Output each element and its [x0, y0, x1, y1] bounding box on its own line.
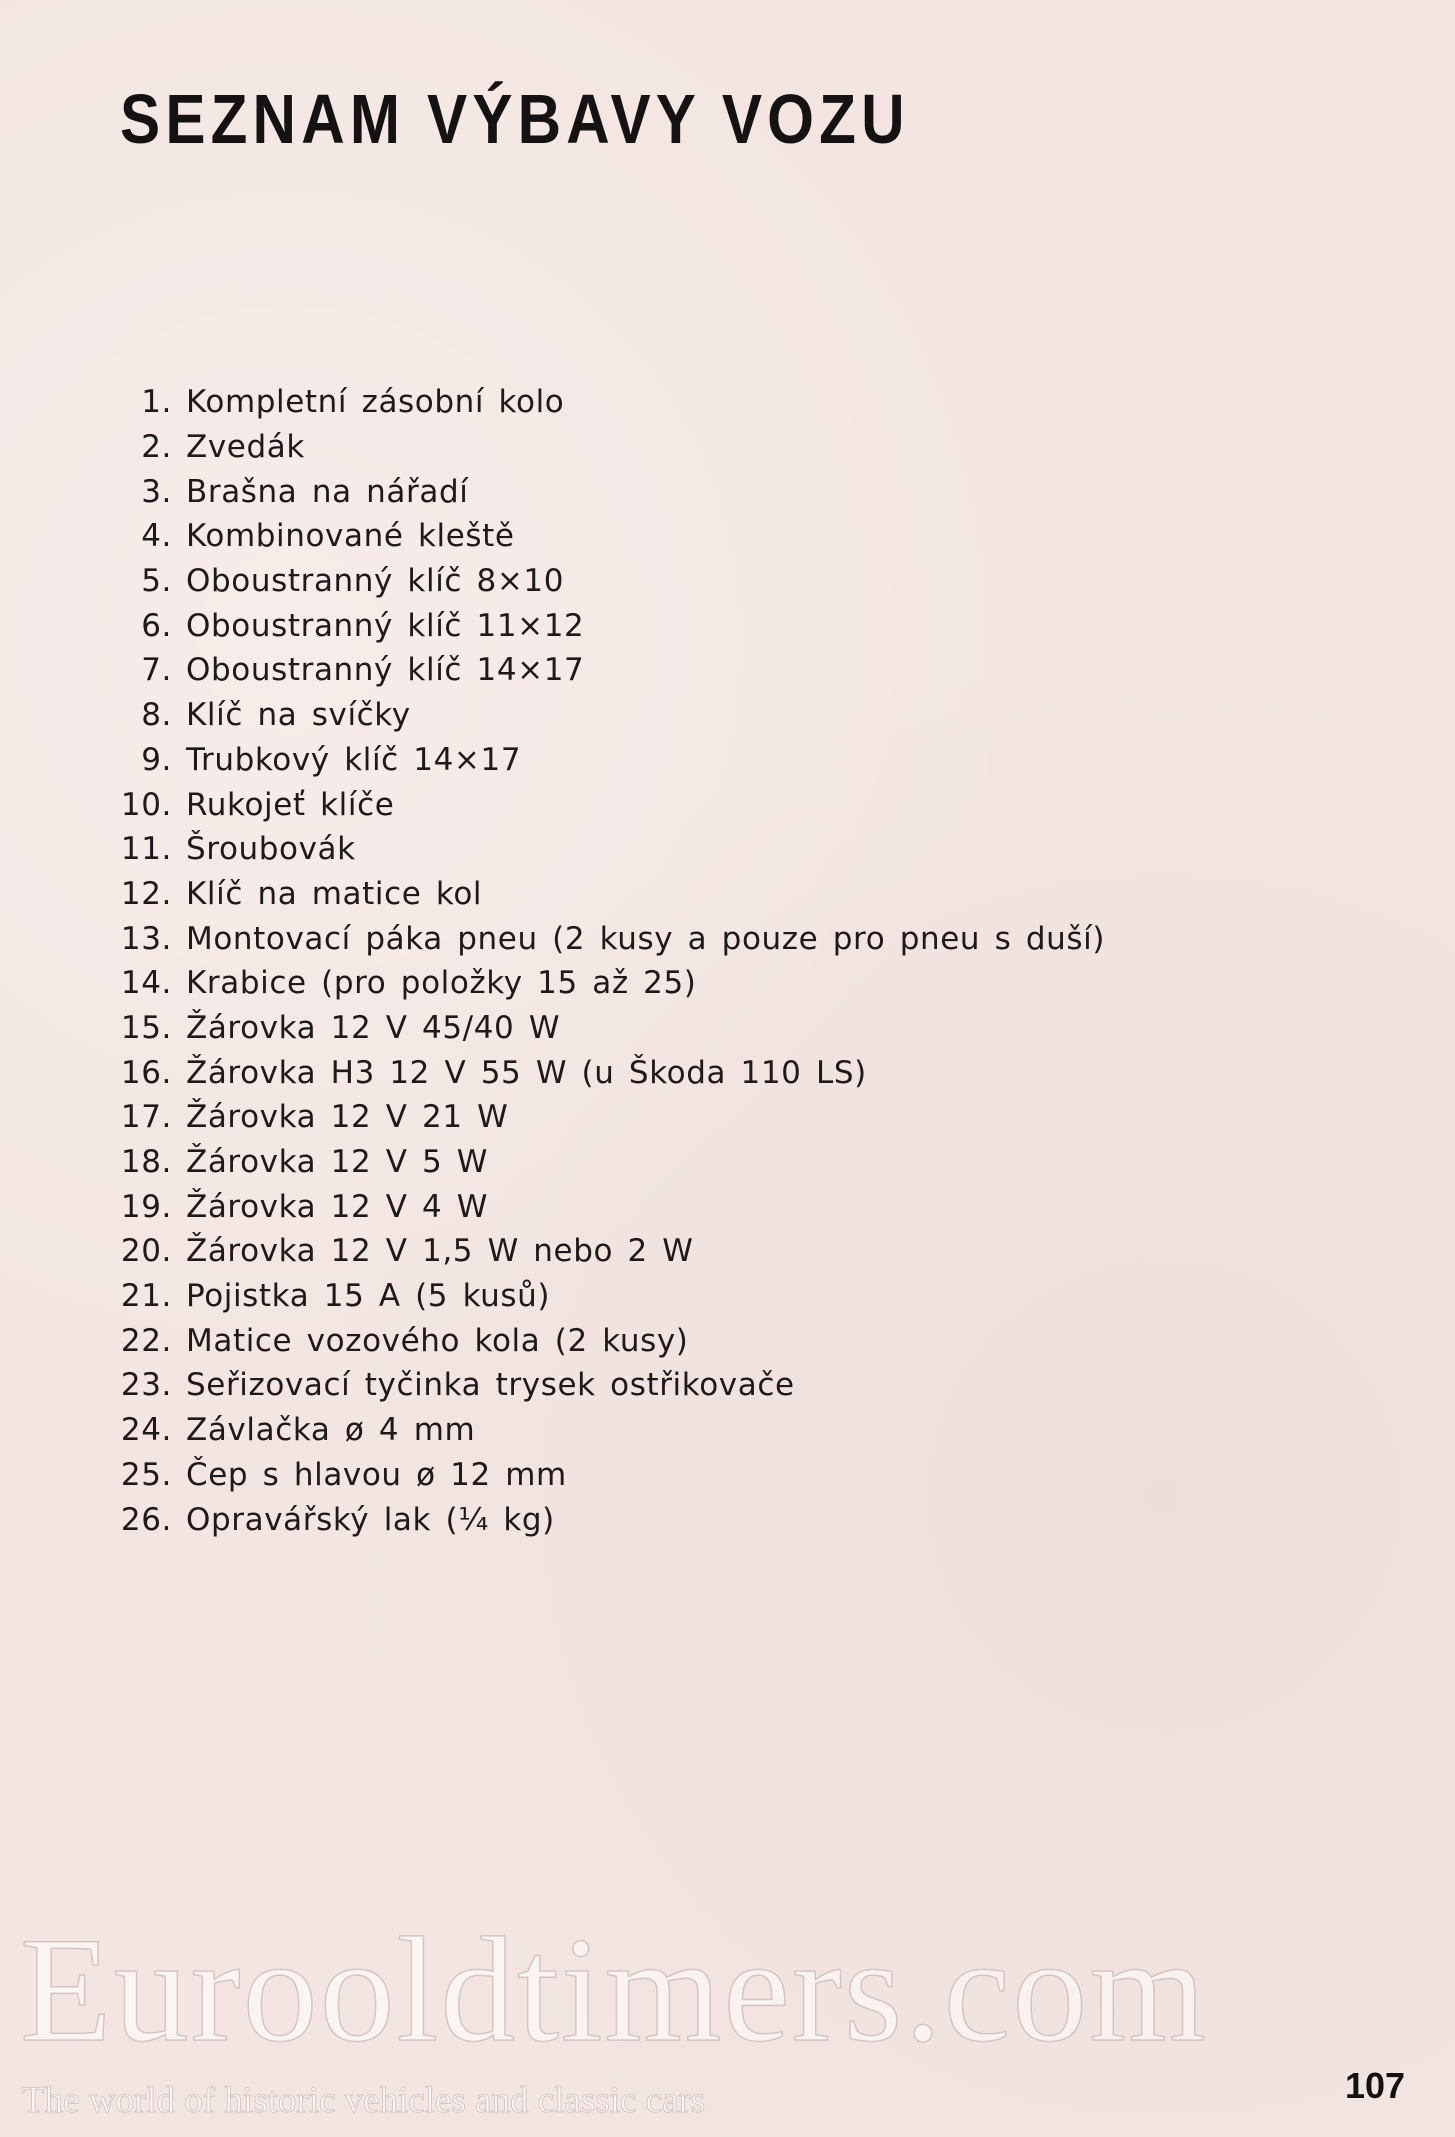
item-text: Čep s hlavou ø 12 mm [186, 1456, 567, 1493]
item-text: Oboustranný klíč 14×17 [186, 652, 585, 689]
item-text: Kombinované kleště [186, 518, 515, 555]
item-number: 1. [141, 384, 172, 421]
list-item [108, 425, 1105, 470]
item-text: Opravářský lak (¼ kg) [186, 1501, 555, 1538]
item-number: 19. [120, 1188, 172, 1225]
item-text: Žárovka 12 V 1,5 W nebo 2 W [186, 1233, 694, 1270]
list-item [108, 961, 1105, 1006]
item-text: Žárovka H3 12 V 55 W (u Škoda 110 LS) [186, 1054, 867, 1091]
item-number: 22. [120, 1322, 172, 1359]
equipment-list [108, 380, 1105, 1542]
list-item [108, 916, 1105, 961]
item-text: Zvedák [186, 429, 305, 466]
item-number: 25. [120, 1456, 172, 1493]
watermark-tagline: The world of historic vehicles and classic cars [22, 2080, 706, 2121]
list-item [108, 693, 1105, 738]
list-item [108, 1095, 1105, 1140]
item-text: Žárovka 12 V 5 W [186, 1144, 489, 1181]
list-item [108, 1363, 1105, 1408]
item-number: 16. [120, 1054, 172, 1091]
item-number: 26. [120, 1501, 172, 1538]
item-text: Krabice (pro položky 15 až 25) [186, 965, 697, 1002]
list-item [108, 514, 1105, 559]
item-number: 20. [120, 1233, 172, 1270]
item-number: 11. [120, 831, 172, 868]
page-title: SEZNAM VÝBAVY VOZU [120, 80, 910, 158]
item-text: Oboustranný klíč 11×12 [186, 607, 585, 644]
list-item [108, 603, 1105, 648]
item-text: Trubkový klíč 14×17 [186, 741, 522, 778]
list-item [108, 1497, 1105, 1542]
item-text: Šroubovák [186, 831, 356, 868]
item-number: 23. [120, 1367, 172, 1404]
item-text: Oboustranný klíč 8×10 [186, 563, 565, 600]
item-number: 12. [120, 875, 172, 912]
item-text: Matice vozového kola (2 kusy) [186, 1322, 689, 1359]
item-number: 10. [120, 786, 172, 823]
item-text: Klíč na svíčky [186, 697, 411, 734]
item-number: 21. [120, 1278, 172, 1315]
item-number: 4. [141, 518, 172, 555]
list-item [108, 1140, 1105, 1185]
item-number: 6. [141, 607, 172, 644]
item-number: 13. [120, 920, 172, 957]
list-item [108, 782, 1105, 827]
item-number: 5. [141, 563, 172, 600]
item-text: Brašna na nářadí [186, 473, 469, 510]
item-text: Žárovka 12 V 4 W [186, 1188, 489, 1225]
page-number: 107 [1345, 2065, 1406, 2106]
list-item [108, 1318, 1105, 1363]
item-number: 8. [141, 697, 172, 734]
list-item [108, 1274, 1105, 1319]
item-text: Montovací páka pneu (2 kusy a pouze pro pneu s duší) [186, 920, 1106, 957]
list-item [108, 1050, 1105, 1095]
item-number: 24. [120, 1412, 172, 1449]
list-item [108, 1453, 1105, 1498]
watermark-logo: Eurooldtimers.com [20, 1907, 1208, 2073]
item-number: 14. [120, 965, 172, 1002]
item-text: Žárovka 12 V 45/40 W [186, 1009, 561, 1046]
list-item [108, 648, 1105, 693]
list-item [108, 559, 1105, 604]
list-item [108, 1408, 1105, 1453]
item-text: Závlačka ø 4 mm [186, 1412, 476, 1449]
item-number: 15. [120, 1009, 172, 1046]
item-number: 9. [141, 741, 172, 778]
item-number: 18. [120, 1144, 172, 1181]
list-item [108, 1006, 1105, 1051]
item-text: Klíč na matice kol [186, 875, 483, 912]
list-item [108, 827, 1105, 872]
list-item [108, 469, 1105, 514]
item-number: 2. [141, 429, 172, 466]
item-text: Žárovka 12 V 21 W [186, 1099, 509, 1136]
item-text: Kompletní zásobní kolo [186, 384, 565, 421]
item-number: 17. [120, 1099, 172, 1136]
list-item [108, 872, 1105, 917]
item-text: Pojistka 15 A (5 kusů) [186, 1278, 551, 1315]
list-item [108, 1184, 1105, 1229]
item-text: Seřizovací tyčinka trysek ostřikovače [186, 1367, 795, 1404]
list-item [108, 1229, 1105, 1274]
item-text: Rukojeť klíče [186, 786, 395, 823]
list-item [108, 380, 1105, 425]
list-item [108, 738, 1105, 783]
item-number: 7. [141, 652, 172, 689]
item-number: 3. [141, 473, 172, 510]
